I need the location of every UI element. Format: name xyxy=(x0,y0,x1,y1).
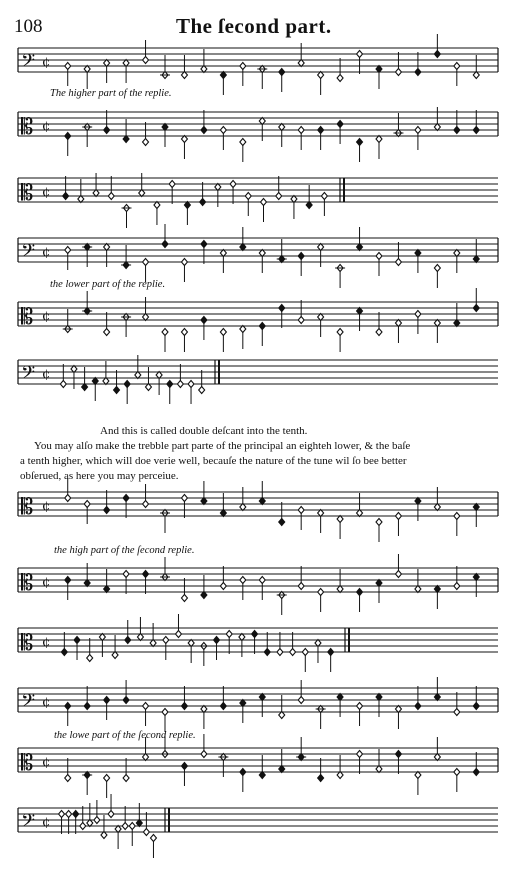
svg-text:¢: ¢ xyxy=(42,695,51,710)
text-line-3: a tenth higher, which will doe verie well, becauſe the nature of the tune wil ſo bee better xyxy=(20,455,407,467)
text-line-4: obſerued, as here you may perceiue. xyxy=(20,470,179,482)
music-staff xyxy=(18,614,498,672)
caption-lowe-second: the lowe part of the ſecond replie. xyxy=(54,730,196,741)
music-staff xyxy=(18,355,498,404)
clef-icon: 𝄡 xyxy=(21,115,34,140)
music-staff xyxy=(18,677,498,732)
svg-text:¢: ¢ xyxy=(42,499,51,514)
clef-icon: 𝄢 xyxy=(21,51,36,76)
clef-icon: 𝄢 xyxy=(21,691,36,716)
music-staff xyxy=(18,173,498,228)
text-line-1: And this is called double deſcant into the tenth. xyxy=(100,425,308,437)
page-title: The ſecond part. xyxy=(176,14,332,38)
clef-icon: 𝄡 xyxy=(21,631,34,656)
clef-icon: 𝄡 xyxy=(21,305,34,330)
clef-icon: 𝄢 xyxy=(21,363,36,388)
svg-text:¢: ¢ xyxy=(42,575,51,590)
clef-icon: 𝄢 xyxy=(21,241,36,266)
music-staff xyxy=(18,794,498,858)
svg-text:¢: ¢ xyxy=(42,185,51,200)
music-staff xyxy=(18,288,498,352)
svg-text:¢: ¢ xyxy=(42,815,51,830)
svg-text:¢: ¢ xyxy=(42,309,51,324)
caption-high-second: the high part of the ſecond replie. xyxy=(54,545,195,556)
svg-text:¢: ¢ xyxy=(42,55,51,70)
music-staff xyxy=(18,478,498,542)
text-line-2: You may alſo make the trebble part parte of the principal an eighteh lower, & the baſe xyxy=(34,440,411,452)
music-staff xyxy=(18,107,498,162)
svg-text:¢: ¢ xyxy=(42,635,51,650)
music-staff xyxy=(18,734,498,798)
svg-text:¢: ¢ xyxy=(42,245,51,260)
clef-icon: 𝄢 xyxy=(21,811,36,836)
page-number: 108 xyxy=(14,16,43,37)
music-staff xyxy=(18,34,498,95)
svg-text:¢: ¢ xyxy=(42,119,51,134)
clef-icon: 𝄡 xyxy=(21,181,34,206)
music-staff xyxy=(18,554,498,615)
clef-icon: 𝄡 xyxy=(21,751,34,776)
svg-text:¢: ¢ xyxy=(42,755,51,770)
caption-higher-part: The higher part of the replie. xyxy=(50,88,172,99)
clef-icon: 𝄡 xyxy=(21,571,34,596)
caption-lower-part: the lower part of the replie. xyxy=(50,279,166,290)
clef-icon: 𝄡 xyxy=(21,495,34,520)
svg-text:¢: ¢ xyxy=(42,367,51,382)
